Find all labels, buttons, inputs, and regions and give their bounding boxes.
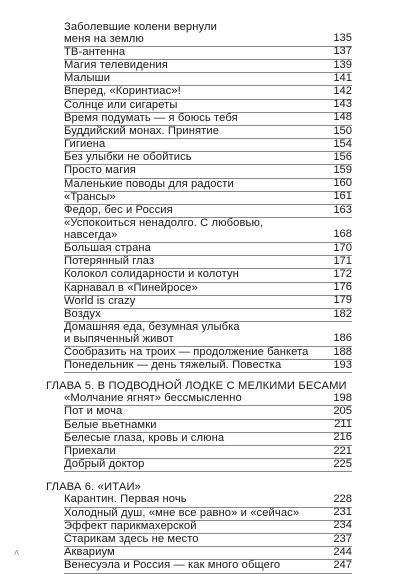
toc-entry-title: Без улыбки не обойтись — [64, 151, 192, 164]
toc-entry-page-number: 176 — [333, 281, 352, 294]
toc-entry-page-number: 182 — [333, 307, 352, 320]
toc-entry — [64, 521, 352, 534]
toc-entry-title: Приехали — [64, 445, 116, 458]
toc-entry-title: Карнавал в «Пинейросе» — [64, 281, 198, 294]
toc-entry-title: Время подумать — я боюсь тебя — [64, 111, 238, 124]
toc-entry-title: World is crazy — [64, 294, 136, 307]
toc-entry — [64, 218, 352, 243]
toc-entry-page-number: 137 — [333, 45, 352, 58]
toc-entry-title: Понедельник — день тяжелый. Повестка — [64, 359, 282, 372]
toc-entry-title: Воздух — [64, 307, 101, 320]
toc-entry — [64, 494, 352, 507]
toc-entry-title: Аквариум — [64, 546, 115, 559]
toc-entry-page-number: 231 — [333, 506, 352, 519]
toc-entry-title: Холодный душ, «мне все равно» и «сейчас» — [64, 506, 300, 519]
toc-entry-page-number: 172 — [333, 267, 352, 280]
toc-entry-title: Пот и моча — [64, 405, 123, 418]
toc-entry-page-number: 186 — [333, 332, 352, 345]
toc-entry-page-number: 154 — [333, 137, 352, 150]
toc-entry-page-number: 225 — [333, 457, 352, 470]
toc-entry — [64, 165, 352, 178]
toc-entry-page-number: 141 — [333, 71, 352, 84]
toc-entry-page-number: 198 — [333, 391, 352, 404]
toc-entry-page-number: 160 — [333, 177, 352, 190]
toc-entry-title: «Трансы» — [64, 190, 116, 203]
toc-entry-title: «Молчание ягнят» бессмысленно — [64, 392, 242, 405]
toc-entry-page-number: 159 — [333, 164, 352, 177]
toc-entry-title: Малыши — [64, 72, 111, 85]
toc-entry-title: Солнце или сигареты — [64, 98, 178, 111]
toc-entry-page-number: 244 — [333, 545, 352, 558]
toc-entry-title: «Успокоиться ненадолго. С любовью, навсегда» — [64, 217, 264, 241]
toc-entry-page-number: 135 — [333, 32, 352, 45]
toc-entry-page-number: 142 — [333, 84, 352, 97]
toc-entry-page-number: 221 — [333, 444, 352, 457]
toc-entry-page-number: 170 — [333, 241, 352, 254]
toc-entry-title: Буддийский монах. Принятие — [64, 124, 220, 137]
toc-entry-page-number: 234 — [333, 519, 352, 532]
toc-entry-page-number: 216 — [333, 431, 352, 444]
toc-entry-title: Белесые глаза, кровь и слюна — [64, 431, 225, 444]
toc-entry-page-number: 211 — [334, 418, 352, 431]
toc-entry-title: Заболевшие колени вернули меня на землю — [64, 21, 217, 45]
toc-entry — [64, 459, 352, 472]
toc-entry — [64, 406, 352, 419]
toc-entry — [64, 22, 352, 47]
toc-entry-title: Гигиена — [64, 138, 106, 151]
toc-entry-title: Магия телевидения — [64, 58, 168, 71]
toc-entry-title: Венесуэла и Россия — как много общего — [64, 559, 281, 572]
toc-entry-title: Белые вьетнамки — [64, 418, 157, 431]
page-corner-mark: ʌ — [14, 548, 20, 558]
toc-entry — [64, 126, 352, 139]
toc-entry-page-number: 150 — [333, 124, 352, 137]
toc-entry-page-number: 139 — [333, 58, 352, 71]
toc-entry-title: Просто магия — [64, 164, 136, 177]
toc-entry-title: Федор, бес и Россия — [64, 204, 173, 217]
toc-entry-title: Добрый доктор — [64, 458, 145, 471]
toc-entry — [64, 360, 352, 373]
toc-entry-title: Вперед, «Коринтиас»! — [64, 85, 181, 98]
toc-entry-title: Эффект парикмахерской — [64, 519, 197, 532]
toc-entry — [64, 508, 352, 521]
toc-entry-page-number: 247 — [333, 558, 352, 571]
toc-entry-title: Карантин. Первая ночь — [64, 493, 187, 506]
toc-entry-page-number: 161 — [333, 190, 352, 203]
toc-entry — [64, 420, 352, 433]
toc-entry-page-number: 205 — [333, 405, 352, 418]
toc-entry-title: Домашняя еда, безумная улыбка и выпяченный живот — [64, 321, 240, 345]
toc-entry-page-number: 188 — [333, 345, 352, 358]
toc-entry — [64, 560, 352, 573]
toc-entry-title: Маленькие поводы для радости — [64, 177, 234, 190]
toc-entry — [64, 113, 352, 126]
toc-entry-page-number: 179 — [333, 294, 352, 307]
toc-entry — [64, 179, 352, 192]
table-of-contents — [0, 22, 410, 574]
toc-entry — [64, 100, 352, 113]
toc-entry — [64, 86, 352, 99]
toc-entry-page-number: 171 — [333, 254, 352, 267]
toc-entry — [64, 296, 352, 309]
toc-entry-page-number: 237 — [333, 532, 352, 545]
toc-entry — [64, 47, 352, 60]
toc-entry-page-number: 143 — [333, 98, 352, 111]
chapter-heading: ГЛАВА 6. «ИТАИ» — [46, 481, 142, 494]
chapter-heading: ГЛАВА 5. В ПОДВОДНОЙ ЛОДКЕ С МЕЛКИМИ БЕСАМИ — [46, 380, 347, 393]
toc-entry-page-number: 193 — [333, 358, 352, 371]
toc-entry-title: Старикам здесь не место — [64, 532, 199, 545]
toc-entry — [64, 322, 352, 347]
toc-entry-title: Потерянный глаз — [64, 255, 155, 268]
toc-entry — [64, 269, 352, 282]
toc-entry-page-number: 228 — [333, 493, 352, 505]
toc-entry-page-number: 168 — [333, 228, 352, 241]
toc-entry-title: Большая страна — [64, 242, 151, 254]
toc-entry-page-number: 156 — [333, 150, 352, 163]
toc-entry-title: ТВ-антенна — [64, 45, 126, 58]
toc-entry-page-number: 148 — [333, 111, 352, 124]
toc-entry-title: Сообразить на троих — продолжение банкета — [64, 345, 309, 358]
toc-entry — [64, 283, 352, 296]
toc-entry-page-number: 163 — [333, 203, 352, 216]
toc-entry-title: Колокол солидарности и колотун — [64, 268, 239, 281]
